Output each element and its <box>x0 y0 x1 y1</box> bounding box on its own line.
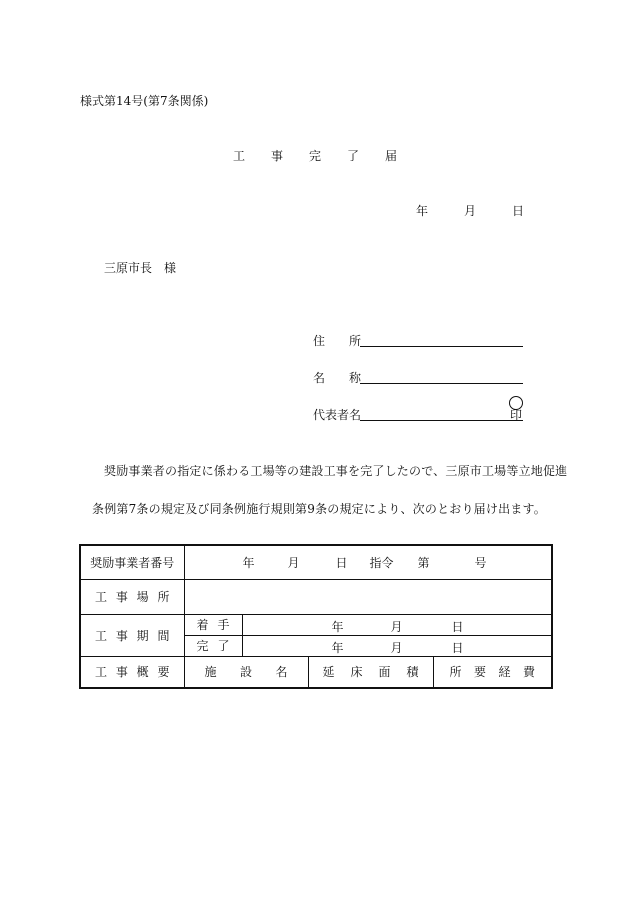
name-field[interactable] <box>360 383 523 384</box>
body-text-line-1: 奨励事業者の指定に係わる工場等の建設工事を完了したので、三原市工場等立地促進 <box>104 464 568 478</box>
summary-label-char: 事 <box>115 665 128 680</box>
end-date-value[interactable] <box>242 635 552 656</box>
period-label <box>80 614 184 656</box>
designation-month: 月 <box>287 556 300 571</box>
summary-label-char: 工 <box>95 665 108 680</box>
summary-row <box>80 656 552 688</box>
title-char: 工 <box>232 149 245 163</box>
name-label-char: 称 <box>348 371 361 385</box>
end-day: 日 <box>451 640 464 655</box>
designation-year: 年 <box>242 556 255 571</box>
site-label-char: 場 <box>136 590 149 604</box>
name-label-char: 名 <box>313 371 326 385</box>
cost-char: 要 <box>473 665 486 680</box>
site-label <box>80 579 184 614</box>
address-label-char: 住 <box>313 334 326 348</box>
summary-label-char: 概 <box>136 665 149 680</box>
period-label-char: 間 <box>157 628 170 643</box>
seal-mark: 印 <box>510 408 523 422</box>
title-char: 事 <box>270 149 283 163</box>
start-date-value[interactable] <box>242 614 552 635</box>
period-label-char: 事 <box>115 628 128 643</box>
end-year: 年 <box>331 640 344 655</box>
representative-row <box>313 406 523 422</box>
cost-char: 費 <box>522 665 535 680</box>
address-field[interactable] <box>360 346 523 347</box>
address-row <box>313 332 523 348</box>
body-text-line-2: 条例第7条の規定及び同条例施行規則第9条の規定により、次のとおり届け出ます。 <box>92 502 546 516</box>
floor-area-char: 床 <box>350 665 363 680</box>
end-label-char: 完 <box>196 639 209 653</box>
start-day: 日 <box>451 619 464 634</box>
end-label <box>184 635 242 656</box>
designation-ordinal: 第 <box>417 556 430 571</box>
designation-label: 奨励事業者番号 <box>80 545 184 579</box>
designation-order: 指令 <box>369 556 394 571</box>
document-title <box>0 147 630 164</box>
facility-char: 設 <box>239 665 252 680</box>
recipient: 三原市長 様 <box>104 261 177 275</box>
end-label-char: 了 <box>217 639 230 653</box>
representative-field[interactable] <box>360 420 523 421</box>
site-label-char: 事 <box>115 590 128 604</box>
detail-table <box>79 544 553 689</box>
name-row <box>313 369 523 385</box>
site-value[interactable] <box>184 579 552 614</box>
date-line <box>416 202 524 219</box>
start-label-char: 手 <box>217 618 230 632</box>
address-label-char: 所 <box>348 334 361 348</box>
floor-area-char: 面 <box>378 665 391 680</box>
period-label-char: 期 <box>136 628 149 643</box>
site-label-char: 所 <box>157 590 170 604</box>
floor-area-char: 延 <box>322 665 335 680</box>
name-label <box>313 369 361 386</box>
designation-value[interactable] <box>184 545 552 579</box>
designation-number: 号 <box>474 556 487 571</box>
facility-char: 施 <box>204 665 217 680</box>
facility-name-header <box>184 656 308 688</box>
floor-area-header <box>308 656 433 688</box>
facility-char: 名 <box>275 665 288 680</box>
period-label-char: 工 <box>95 628 108 643</box>
designation-day: 日 <box>335 556 348 571</box>
cost-char: 所 <box>449 665 462 680</box>
designation-row <box>80 545 552 579</box>
date-month-label: 月 <box>464 204 477 218</box>
end-month: 月 <box>390 640 403 655</box>
date-day-label: 日 <box>512 204 525 218</box>
cost-header <box>433 656 552 688</box>
floor-area-char: 積 <box>406 665 419 680</box>
start-month: 月 <box>390 619 403 634</box>
title-char: 届 <box>385 149 398 163</box>
site-label-char: 工 <box>95 590 108 604</box>
summary-label-char: 要 <box>157 665 170 680</box>
start-label <box>184 614 242 635</box>
form-number: 様式第14号(第7条関係) <box>80 94 209 108</box>
address-label <box>313 332 361 349</box>
cost-char: 経 <box>498 665 511 680</box>
start-year: 年 <box>331 619 344 634</box>
date-year-label: 年 <box>416 204 429 218</box>
representative-label: 代表者名 <box>313 408 362 422</box>
title-char: 完 <box>308 149 321 163</box>
title-char: 了 <box>347 149 360 163</box>
site-row <box>80 579 552 614</box>
summary-label <box>80 656 184 688</box>
start-label-char: 着 <box>196 618 209 632</box>
period-start-row <box>80 614 552 635</box>
